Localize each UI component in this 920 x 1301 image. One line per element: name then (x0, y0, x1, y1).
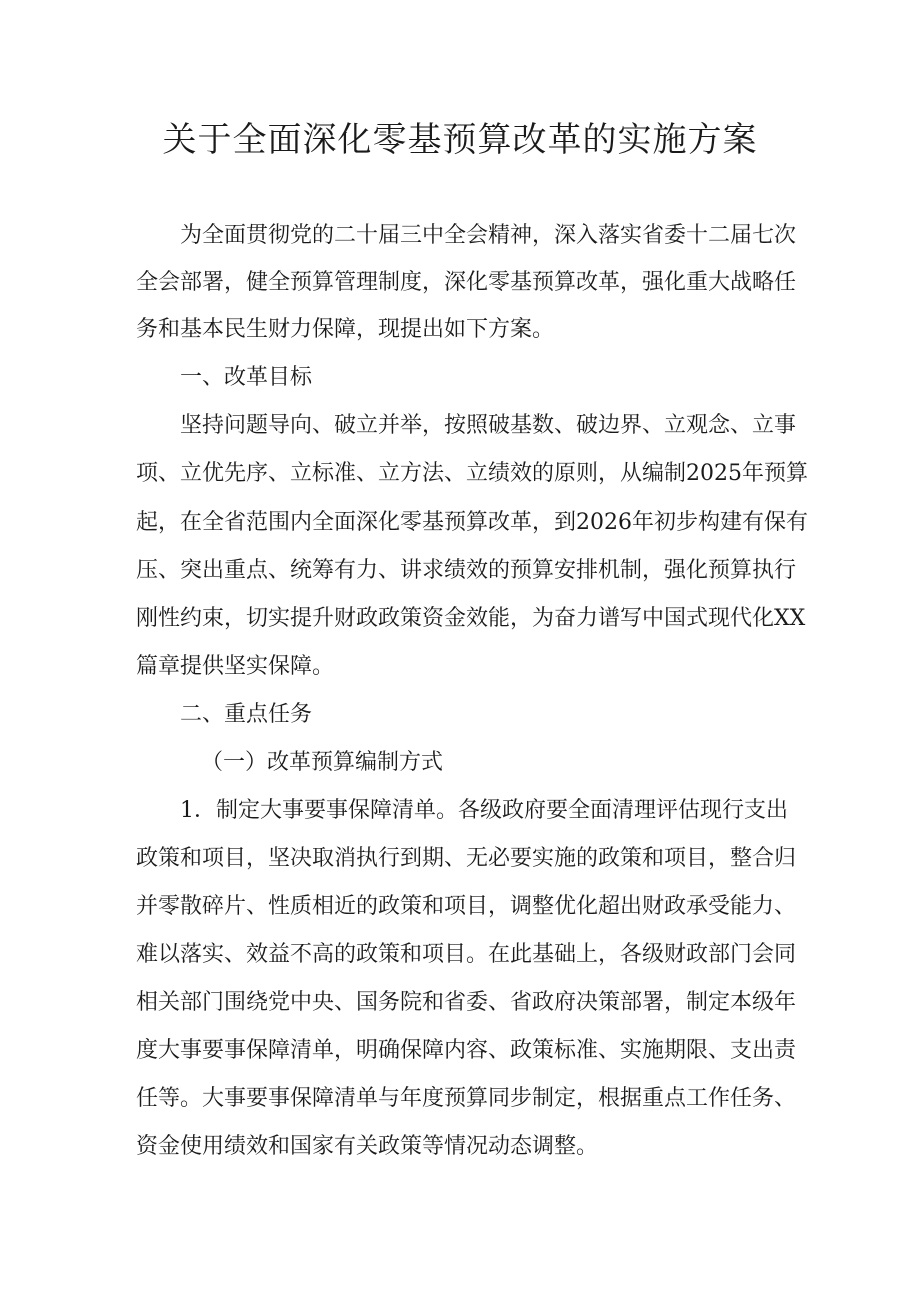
paragraph-line: 难以落实、效益不高的政策和项目。在此基础上，各级财政部门会同 (136, 942, 797, 967)
paragraph-line: 度大事要事保障清单，明确保障内容、政策标准、实施期限、支出责 (136, 1038, 797, 1063)
paragraph-line: 相关部门围绕党中央、国务院和省委、省政府决策部署，制定本级年 (136, 990, 797, 1015)
subsection-heading: （一）改革预算编制方式 (201, 750, 444, 775)
paragraph-line: 坚持问题导向、破立并举，按照破基数、破边界、立观念、立事 (180, 413, 797, 438)
section-heading: 一、改革目标 (180, 365, 313, 390)
paragraph-line: 任等。大事要事保障清单与年度预算同步制定，根据重点工作任务、 (136, 1086, 797, 1111)
paragraph-line: 刚性约束，切实提升财政政策资金效能，为奋力谱写中国式现代化XX (136, 606, 806, 631)
section-heading: 二、重点任务 (180, 702, 313, 727)
document-title: 关于全面深化零基预算改革的实施方案 (162, 120, 758, 160)
paragraph-line: 政策和项目，坚决取消执行到期、无必要实施的政策和项目，整合归 (136, 846, 797, 871)
paragraph-line: 1．制定大事要事保障清单。各级政府要全面清理评估现行支出 (180, 798, 788, 823)
paragraph-line: 起，在全省范围内全面深化零基预算改革，到2026年初步构建有保有 (136, 510, 808, 535)
paragraph-line: 并零散碎片、性质相近的政策和项目，调整优化超出财政承受能力、 (136, 894, 797, 919)
paragraph-line: 篇章提供坚实保障。 (136, 654, 335, 679)
paragraph-line: 压、突出重点、统筹有力、讲求绩效的预算安排机制，强化预算执行 (136, 558, 797, 583)
paragraph-line: 为全面贯彻党的二十届三中全会精神，深入落实省委十二届七次 (180, 223, 797, 248)
paragraph-line: 项、立优先序、立标准、立方法、立绩效的原则，从编制2025年预算 (136, 461, 808, 486)
paragraph-line: 务和基本民生财力保障，现提出如下方案。 (136, 317, 555, 342)
paragraph-line: 全会部署，健全预算管理制度，深化零基预算改革，强化重大战略任 (136, 270, 797, 295)
paragraph-line: 资金使用绩效和国家有关政策等情况动态调整。 (136, 1134, 599, 1159)
